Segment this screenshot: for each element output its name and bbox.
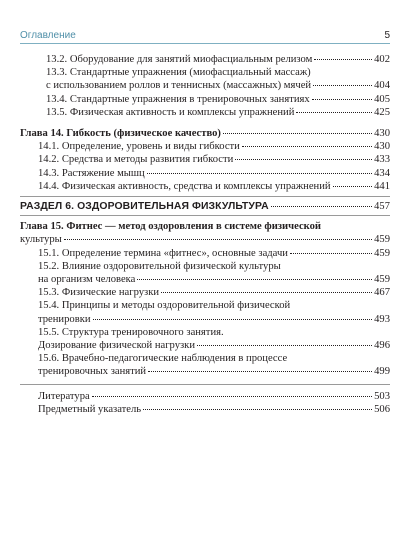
toc-entry-title: на организм человека <box>38 274 136 286</box>
toc-entry[interactable] <box>20 167 390 180</box>
dot-leader <box>143 409 372 410</box>
toc-entry-page: 430 <box>374 128 390 140</box>
toc-entry-title: культуры <box>20 234 62 246</box>
toc-entry-title: тренировки <box>38 313 91 325</box>
dot-leader <box>148 371 372 372</box>
toc-entry[interactable] <box>20 403 390 416</box>
dot-leader <box>93 319 373 320</box>
toc-chapter[interactable] <box>20 233 390 246</box>
toc-entry-page: 506 <box>374 403 390 415</box>
toc-entry[interactable] <box>20 390 390 403</box>
toc-entry-title: 13.4. Стандартные упражнения в тренировочных занятиях <box>46 93 310 105</box>
toc-entry-page: 459 <box>374 247 390 259</box>
toc-entry[interactable] <box>20 313 390 326</box>
dot-leader <box>161 292 372 293</box>
toc-entry-page: 459 <box>374 274 390 286</box>
toc-entry-page: 434 <box>374 167 390 179</box>
dot-leader <box>296 112 372 113</box>
toc-entry-title: Предметный указатель <box>38 403 142 415</box>
header-divider <box>20 43 390 44</box>
toc-entry[interactable] <box>20 273 390 286</box>
toc-entry-page: 459 <box>374 234 390 246</box>
dot-leader <box>92 396 372 397</box>
toc-entry-title: 14.1. Определение, уровень и виды гибкости <box>38 141 240 153</box>
toc-entry-title: Литература <box>38 390 90 402</box>
toc-entry[interactable] <box>20 93 390 106</box>
running-header-title: Оглавление <box>20 30 76 41</box>
toc-entry-title: 14.4. Физическая активность, средства и комплексы упражнений <box>38 180 331 192</box>
toc-entry-page: 405 <box>374 93 390 105</box>
dot-leader <box>313 85 372 86</box>
toc-entry-title: 15.1. Определение термина «фитнес», основные задачи <box>38 247 288 259</box>
toc-section[interactable] <box>20 200 390 213</box>
toc-entry[interactable] <box>20 53 390 66</box>
toc-entry[interactable] <box>20 247 390 260</box>
toc-entry-page: 499 <box>374 366 390 378</box>
dot-leader <box>314 59 372 60</box>
toc-entry[interactable] <box>20 180 390 193</box>
toc-entry-title[interactable]: 15.5. Структура тренировочного занятия. <box>38 326 224 338</box>
dot-leader <box>290 253 372 254</box>
toc-entry-title: 13.2. Оборудование для занятий миофасциальным релизом <box>46 54 313 65</box>
toc-entry-page: 441 <box>374 180 390 192</box>
dot-leader <box>137 279 372 280</box>
toc-entry-title: тренировочных занятий <box>38 366 147 378</box>
dot-leader <box>242 146 372 147</box>
toc-entry[interactable] <box>20 153 390 166</box>
dot-leader <box>312 99 372 100</box>
dot-leader <box>197 345 372 346</box>
dot-leader <box>333 186 373 187</box>
dot-leader <box>64 239 372 240</box>
dot-leader <box>223 133 372 134</box>
dot-leader <box>147 173 372 174</box>
toc-entry-page: 496 <box>374 340 390 352</box>
dot-leader <box>235 159 372 160</box>
toc-entry-page: 503 <box>374 390 390 402</box>
toc-entry[interactable] <box>20 79 390 92</box>
toc-entry[interactable] <box>20 365 390 378</box>
dot-leader <box>271 206 372 207</box>
toc-entry-title: Глава 14. Гибкость (физическое качество) <box>20 128 221 140</box>
toc-entry-title: 15.3. Физические нагрузки <box>38 287 160 299</box>
toc-entry-title: 14.2. Средства и методы развития гибкости <box>38 154 234 166</box>
toc-entry-title: 14.3. Растяжение мышц <box>38 167 145 179</box>
toc-entry-page: 457 <box>374 201 390 213</box>
toc-entry[interactable] <box>20 140 390 153</box>
toc-entry-title[interactable]: 15.4. Принципы и методы оздоровительной физической <box>38 300 291 312</box>
section-divider <box>20 215 390 216</box>
page-number: 5 <box>384 30 390 41</box>
toc-entry-page: 433 <box>374 154 390 166</box>
table-of-contents <box>20 53 390 416</box>
toc-entry-title[interactable]: 15.2. Влияние оздоровительной физической культуры <box>38 260 281 272</box>
toc-entry-title[interactable]: 13.3. Стандартные упражнения (миофасциальный массаж) <box>46 67 311 79</box>
toc-entry-title: РАЗДЕЛ 6. ОЗДОРОВИТЕЛЬНАЯ ФИЗКУЛЬТУРА <box>20 201 269 213</box>
toc-chapter-title[interactable]: Глава 15. Фитнес — метод оздоровления в системе физической <box>20 221 322 233</box>
toc-entry-page: 467 <box>374 287 390 299</box>
toc-entry-page: 404 <box>374 80 390 92</box>
toc-chapter[interactable] <box>20 127 390 140</box>
toc-entry[interactable] <box>20 106 390 119</box>
toc-entry[interactable] <box>20 339 390 352</box>
toc-entry-title[interactable]: 15.6. Врачебно-педагогические наблюдения в процессе <box>38 353 288 365</box>
toc-entry-page: 402 <box>374 54 390 65</box>
toc-entry-title: Дозирование физической нагрузки <box>38 340 196 352</box>
toc-entry-title: с использованием роллов и теннисных (массажных) мячей <box>46 80 312 92</box>
toc-entry-page: 493 <box>374 313 390 325</box>
toc-entry[interactable] <box>20 286 390 299</box>
toc-entry-title: 13.5. Физическая активность и комплексы упражнений <box>46 106 295 118</box>
toc-entry-page: 425 <box>374 106 390 118</box>
running-header <box>20 30 390 41</box>
toc-entry-page: 430 <box>374 141 390 153</box>
spacer <box>20 119 390 127</box>
